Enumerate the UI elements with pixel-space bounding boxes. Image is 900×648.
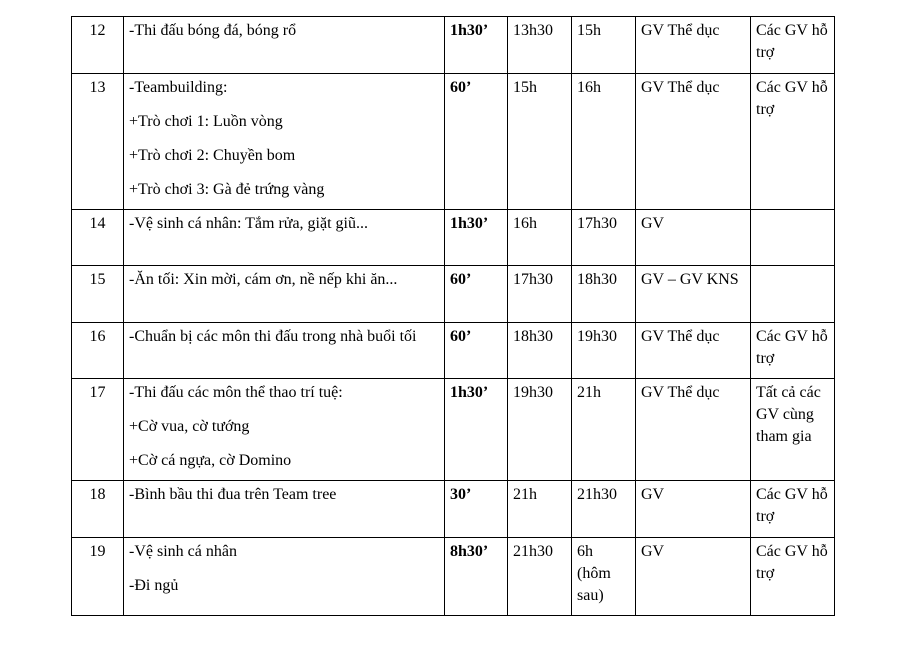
activity-cell bbox=[124, 266, 445, 323]
table-row bbox=[72, 538, 835, 616]
note-cell: Tất cả các GV cùng tham gia bbox=[751, 379, 835, 481]
row-number: 12 bbox=[72, 17, 124, 74]
activity-line: -Vệ sinh cá nhân bbox=[129, 543, 237, 560]
person-cell: GV bbox=[636, 538, 751, 616]
duration-cell: 60’ bbox=[445, 74, 508, 210]
activity-cell bbox=[124, 74, 445, 210]
end-time-cell: 21h30 bbox=[572, 481, 636, 538]
person-cell: GV Thể dục bbox=[636, 74, 751, 210]
note-cell: Các GV hỗ trợ bbox=[751, 323, 835, 379]
activity-line: -Chuẩn bị các môn thi đấu trong nhà buổi tối bbox=[129, 328, 417, 345]
activity-cell bbox=[124, 481, 445, 538]
start-time-cell: 18h30 bbox=[508, 323, 572, 379]
note-cell: Các GV hỗ trợ bbox=[751, 74, 835, 210]
table-row bbox=[72, 481, 835, 538]
person-cell: GV bbox=[636, 210, 751, 266]
note-cell: Các GV hỗ trợ bbox=[751, 538, 835, 616]
activity-line: +Cờ cá ngựa, cờ Domino bbox=[129, 452, 292, 469]
activity-line: +Trò chơi 1: Luồn vòng bbox=[129, 113, 283, 130]
activity-line: -Ăn tối: Xin mời, cám ơn, nề nếp khi ăn... bbox=[129, 271, 398, 288]
start-time-cell: 21h bbox=[508, 481, 572, 538]
start-time-cell: 19h30 bbox=[508, 379, 572, 481]
activity-line: -Thi đấu bóng đá, bóng rổ bbox=[129, 22, 297, 39]
table-row bbox=[72, 74, 835, 210]
end-time-cell: 21h bbox=[572, 379, 636, 481]
row-number: 13 bbox=[72, 74, 124, 210]
end-time-cell: 18h30 bbox=[572, 266, 636, 323]
row-number: 19 bbox=[72, 538, 124, 616]
duration-cell: 8h30’ bbox=[445, 538, 508, 616]
person-cell: GV Thể dục bbox=[636, 17, 751, 74]
activity-line: -Bình bầu thi đua trên Team tree bbox=[129, 486, 337, 503]
duration-cell: 30’ bbox=[445, 481, 508, 538]
duration-cell: 1h30’ bbox=[445, 17, 508, 74]
duration-cell: 60’ bbox=[445, 266, 508, 323]
start-time-cell: 21h30 bbox=[508, 538, 572, 616]
end-time-cell: 6h (hôm sau) bbox=[572, 538, 636, 616]
activity-cell bbox=[124, 17, 445, 74]
person-cell: GV bbox=[636, 481, 751, 538]
note-cell: Các GV hỗ trợ bbox=[751, 17, 835, 74]
table-row bbox=[72, 323, 835, 379]
schedule-table bbox=[71, 16, 835, 616]
activity-line: -Đi ngủ bbox=[129, 577, 179, 594]
note-cell bbox=[751, 210, 835, 266]
activity-line: +Trò chơi 2: Chuyền bom bbox=[129, 147, 296, 164]
person-cell: GV Thể dục bbox=[636, 323, 751, 379]
row-number: 15 bbox=[72, 266, 124, 323]
activity-cell bbox=[124, 323, 445, 379]
table-row bbox=[72, 379, 835, 481]
note-cell bbox=[751, 266, 835, 323]
activity-cell bbox=[124, 538, 445, 616]
duration-cell: 1h30’ bbox=[445, 379, 508, 481]
end-time-cell: 15h bbox=[572, 17, 636, 74]
activity-line: -Teambuilding: bbox=[129, 79, 228, 96]
end-time-cell: 19h30 bbox=[572, 323, 636, 379]
row-number: 17 bbox=[72, 379, 124, 481]
activity-line: +Cờ vua, cờ tướng bbox=[129, 418, 250, 435]
row-number: 14 bbox=[72, 210, 124, 266]
table-row bbox=[72, 17, 835, 74]
table-row bbox=[72, 210, 835, 266]
activity-line: -Thi đấu các môn thể thao trí tuệ: bbox=[129, 384, 343, 401]
start-time-cell: 17h30 bbox=[508, 266, 572, 323]
start-time-cell: 13h30 bbox=[508, 17, 572, 74]
duration-cell: 1h30’ bbox=[445, 210, 508, 266]
table-row bbox=[72, 266, 835, 323]
start-time-cell: 16h bbox=[508, 210, 572, 266]
start-time-cell: 15h bbox=[508, 74, 572, 210]
activity-line: -Vệ sinh cá nhân: Tắm rửa, giặt giũ... bbox=[129, 215, 368, 232]
activity-cell bbox=[124, 210, 445, 266]
row-number: 16 bbox=[72, 323, 124, 379]
person-cell: GV – GV KNS bbox=[636, 266, 751, 323]
activity-cell bbox=[124, 379, 445, 481]
row-number: 18 bbox=[72, 481, 124, 538]
note-cell: Các GV hỗ trợ bbox=[751, 481, 835, 538]
activity-line: +Trò chơi 3: Gà đẻ trứng vàng bbox=[129, 181, 325, 198]
person-cell: GV Thể dục bbox=[636, 379, 751, 481]
end-time-cell: 16h bbox=[572, 74, 636, 210]
end-time-cell: 17h30 bbox=[572, 210, 636, 266]
duration-cell: 60’ bbox=[445, 323, 508, 379]
